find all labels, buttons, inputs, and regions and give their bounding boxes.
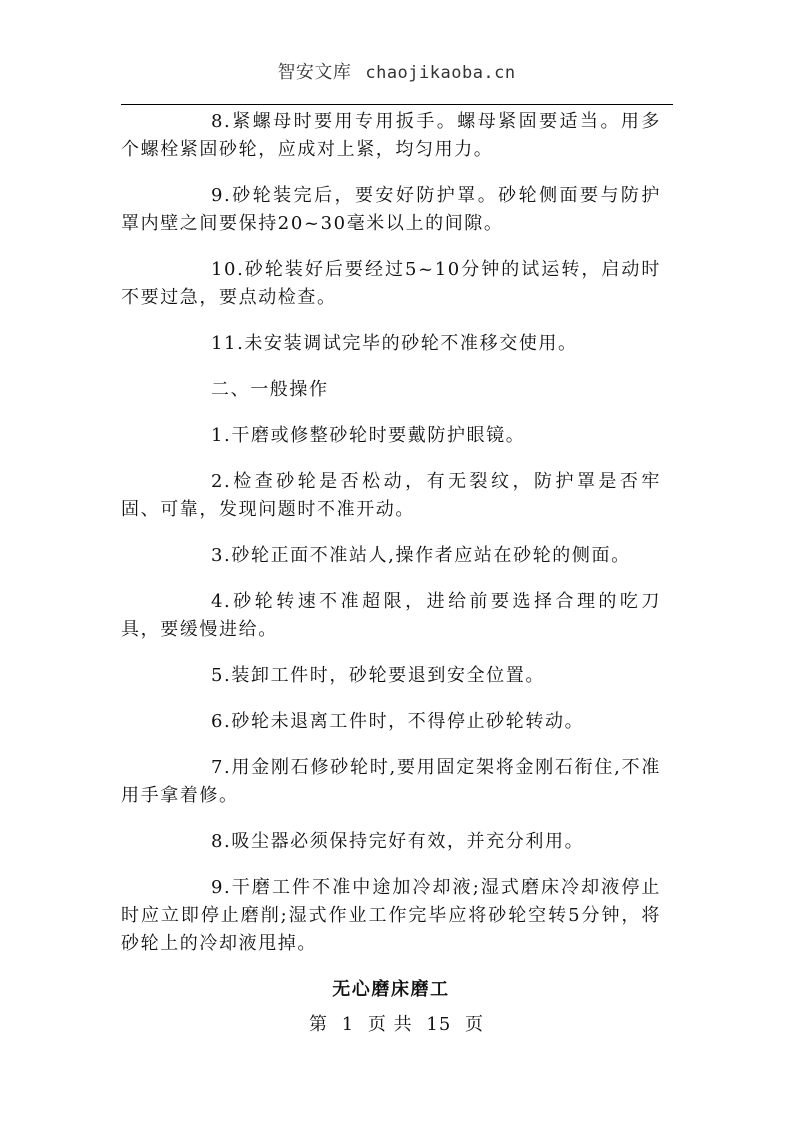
page-header <box>0 58 793 84</box>
footer-prefix: 第 <box>308 1014 328 1035</box>
section-heading: 二、一般操作 <box>211 379 329 400</box>
paragraph: 10.砂轮装好后要经过5~10分钟的试运转，启动时不要过急，要点动检查。 <box>121 259 661 308</box>
footer-middle: 页 共 <box>367 1014 413 1035</box>
list-item: 9.干磨工件不准中途加冷却液;湿式磨床冷却液停止时应立即停止磨削;湿式作业工作完毕应将砂轮空转5分钟，将砂轮上的冷却液甩掉。 <box>121 877 661 954</box>
list-item: 8.吸尘器必须保持完好有效，并充分利用。 <box>211 831 585 852</box>
list-item: 2.检查砂轮是否松动，有无裂纹，防护罩是否牢固、可靠，发现问题时不准开动。 <box>121 471 661 520</box>
document-body <box>121 108 661 1004</box>
list-item: 1.干磨或修整砂轮时要戴防护眼镜。 <box>211 425 526 446</box>
list-item: 4.砂轮转速不准超限，进给前要选择合理的吃刀具，要缓慢进给。 <box>121 591 661 640</box>
paragraph: 9.砂轮装完后，要安好防护罩。砂轮侧面要与防护罩内壁之间要保持20~30毫米以上的间隙。 <box>121 185 661 234</box>
site-name: 智安文库 <box>277 62 352 83</box>
header-divider <box>121 104 673 105</box>
list-item: 7.用金刚石修砂轮时,要用固定架将金刚石衔住,不准用手拿着修。 <box>121 757 661 806</box>
list-item: 6.砂轮未退离工件时，不得停止砂轮转动。 <box>211 711 585 732</box>
total-pages: 15 <box>426 1014 452 1035</box>
paragraph: 8.紧螺母时要用专用扳手。螺母紧固要适当。用多个螺栓紧固砂轮，应成对上紧，均匀用力。 <box>121 111 661 160</box>
list-item: 3.砂轮正面不准站人,操作者应站在砂轮的侧面。 <box>211 545 631 566</box>
page-number: 1 <box>341 1014 355 1035</box>
footer-suffix: 页 <box>465 1014 485 1035</box>
list-item: 5.装卸工件时，砂轮要退到安全位置。 <box>211 665 545 686</box>
page-footer <box>0 1010 793 1036</box>
site-url: chaojikaoba.cn <box>365 63 516 83</box>
paragraph: 11.未安装调试完毕的砂轮不准移交使用。 <box>211 333 578 354</box>
next-section-title: 无心磨床磨工 <box>332 979 450 1000</box>
